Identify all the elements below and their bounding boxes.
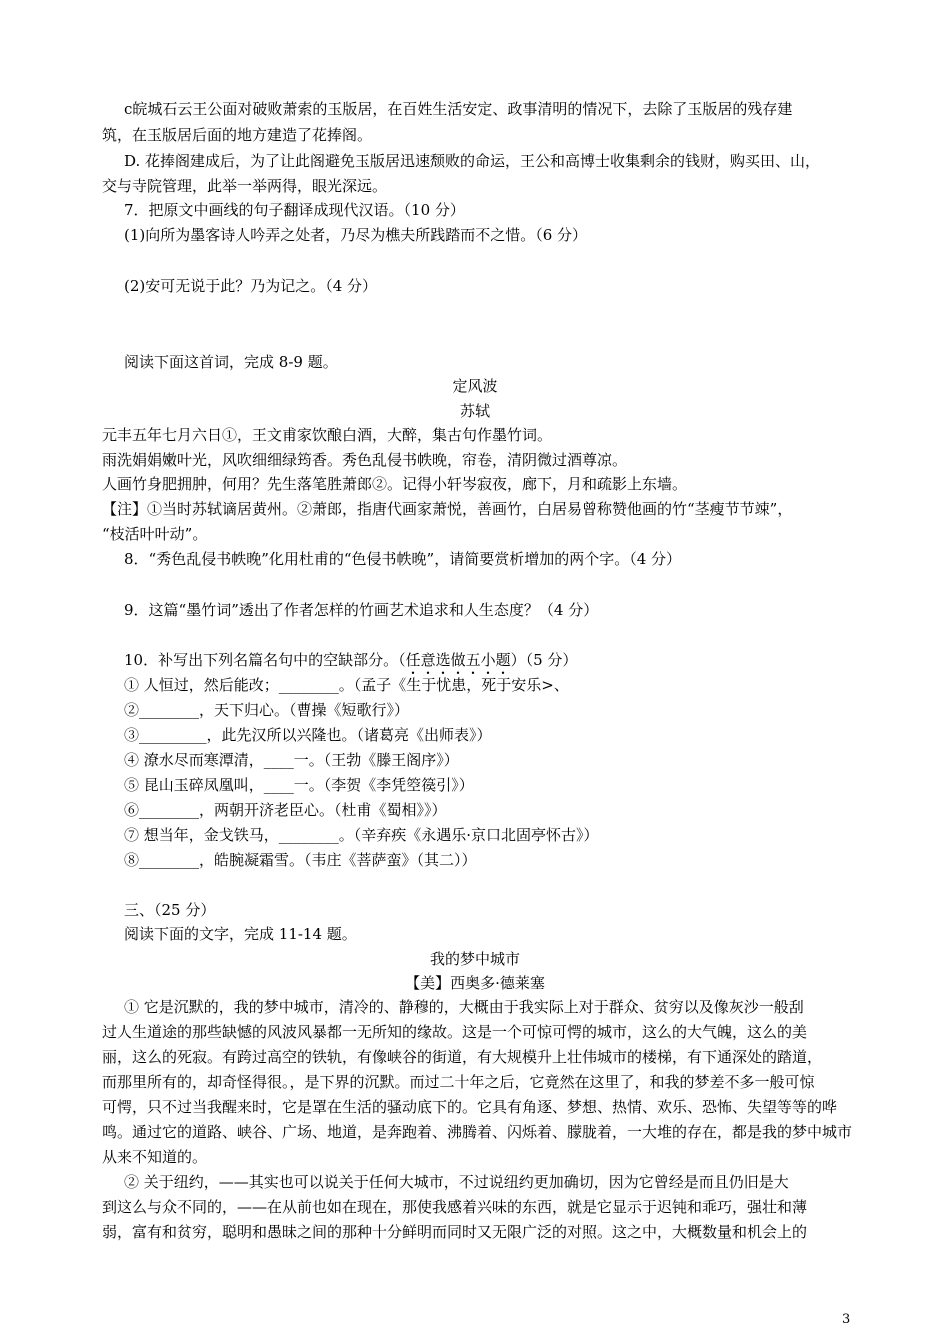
option-d-line-2: 交与寺院管理，此举一举两得，眼光深远。 <box>102 177 388 195</box>
question-7-part-2: (2)安可无说于此？乃为记之。（4 分） <box>124 277 378 295</box>
question-7-part-1: (1)向所为墨客诗人吟弄之处者，乃尽为樵夫所践踏而不之惜。（6 分） <box>124 226 588 244</box>
poem-title: 定风波 <box>452 377 498 395</box>
fill-item-7: ⑦ 想当年，金戈铁马，________。（辛弃疾《永遇乐·京口北固亭怀古》） <box>124 826 599 844</box>
article-author: 【美】西奥多·德莱塞 <box>405 974 545 992</box>
paragraph-1-line-2: 过人生道途的那些缺憾的风波风暴都一无所知的缘故。这是一个可惊可愕的城市，这么的大气魄，这么的美 <box>102 1023 808 1041</box>
poem-stanza-1: 雨洗娟娟嫩叶光，风吹细细绿筠香。秀色乱侵书帙晚，帘卷，清阴微过酒尊凉。 <box>102 451 628 469</box>
question-10 <box>124 650 577 672</box>
poem-note-line-2: “枝活叶叶动”。 <box>102 525 208 543</box>
poem-author: 苏轼 <box>459 402 490 420</box>
paragraph-2-line-1: ② 关于纽约，——其实也可以说关于任何大城市，不过说纽约更加确切，因为它曾经是而且仍旧是大 <box>124 1173 789 1191</box>
paragraph-1-line-4: 而那里所有的，却奇怪得很。，是下界的沉默。而过二十年之后，它竟然在这里了，和我的梦差不多一般可惊 <box>102 1073 815 1091</box>
paragraph-1-line-1: ① 它是沉默的，我的梦中城市，清冷的、静穆的，大概由于我实际上对于群众、贫穷以及像灰沙一般刮 <box>124 998 804 1016</box>
paragraph-1-line-6: 鸣。通过它的道路、峡谷、广场、地道，是奔跑着、沸腾着、闪烁着、朦胧着，一大堆的存在，都是我的梦中城市 <box>102 1123 853 1141</box>
fill-item-5: ⑤ 昆山玉碎凤凰叫，____一。（李贺《李凭箜篌引》） <box>124 776 474 794</box>
question-7: 7．把原文中画线的句子翻译成现代汉语。（10 分） <box>124 201 465 219</box>
poem-stanza-2: 人画竹身肥拥肿，何用？先生落笔胜萧郎②。记得小轩岑寂夜，廊下，月和疏影上东墙。 <box>102 475 688 493</box>
section-three-heading: 三、（25 分） <box>124 901 216 919</box>
poem-note-line-1: 【注】①当时苏轼谪居黄州。②萧郎，指唐代画家萧悦，善画竹，白居易曾称赞他画的竹“茎瘦节节竦”， <box>102 500 793 518</box>
option-c-line-1: c皖城石云王公面对破败萧索的玉版居，在百姓生活安定、政事清明的情况下，去除了玉版居的残存建 <box>124 100 793 118</box>
paragraph-1-line-3: 丽，这么的死寂。有跨过高空的铁轨，有像峡谷的街道，有大规模升上壮伟城市的楼梯，有下通深处的踏道， <box>102 1048 823 1066</box>
section-intro-poem: 阅读下面这首词，完成 8-9 题。 <box>124 353 338 371</box>
paragraph-2-line-3: 弱，富有和贫穷，聪明和愚昧之间的那种十分鲜明而同时又无限广泛的对照。这之中，大概数量和机会上的 <box>102 1223 808 1241</box>
fill-item-8: ⑧________，皓腕凝霜雪。（韦庄《菩萨蛮》（其二）） <box>124 851 477 869</box>
option-d-line-1: D. 花捧阁建成后，为了让此阁避免玉版居迅速颓败的命运，王公和高博士收集剩余的钱财，购买田、山， <box>124 152 821 170</box>
question-10-emphasis: 任意选做五小题 <box>405 651 511 669</box>
poem-preface: 元丰五年七月六日①，王文甫家饮酿白酒，大醉，集古句作墨竹词。 <box>102 426 553 444</box>
article-title: 我的梦中城市 <box>429 950 520 968</box>
fill-item-3: ③_________，此先汉所以兴隆也。（诸葛亮《出师表》） <box>124 726 492 744</box>
fill-item-1: ① 人恒过，然后能改；________。（孟子《生于忧患，死于安乐>、 <box>124 676 569 694</box>
fill-item-4: ④ 潦水尽而寒潭清，____一。（王勃《滕王阁序》） <box>124 751 459 769</box>
question-8: 8．“秀色乱侵书帙晚”化用杜甫的“色侵书帙晚”，请简要赏析增加的两个字。（4 分） <box>124 550 682 568</box>
fill-item-6: ⑥________，两朝开济老臣心。（杜甫《蜀相》》） <box>124 801 447 819</box>
fill-item-2: ②________，天下归心。（曹操《短歌行》） <box>124 701 410 719</box>
paragraph-1-line-7: 从来不知道的。 <box>102 1148 208 1166</box>
question-10-suffix: ）（5 分） <box>510 651 578 669</box>
option-c-line-2: 筑，在玉版居后面的地方建造了花捧阁。 <box>102 126 373 144</box>
page-number: 3 <box>842 1312 851 1327</box>
question-9: 9．这篇“墨竹词”透出了作者怎样的竹画艺术追求和人生态度？（4 分） <box>124 601 599 619</box>
paragraph-2-line-2: 到这么与众不同的，——在从前也如在现在，那使我感着兴味的东西，就是它显示于迟钝和乖巧，强壮和薄 <box>102 1198 808 1216</box>
section-intro-prose: 阅读下面的文字，完成 11-14 题。 <box>124 925 357 943</box>
paragraph-1-line-5: 可愕，只不过当我醒来时，它是罩在生活的骚动底下的。它具有角逐、梦想、热情、欢乐、恐怖、失望等等的哗 <box>102 1098 838 1116</box>
question-10-prefix: 10．补写出下列名篇名句中的空缺部分。（ <box>124 651 406 669</box>
